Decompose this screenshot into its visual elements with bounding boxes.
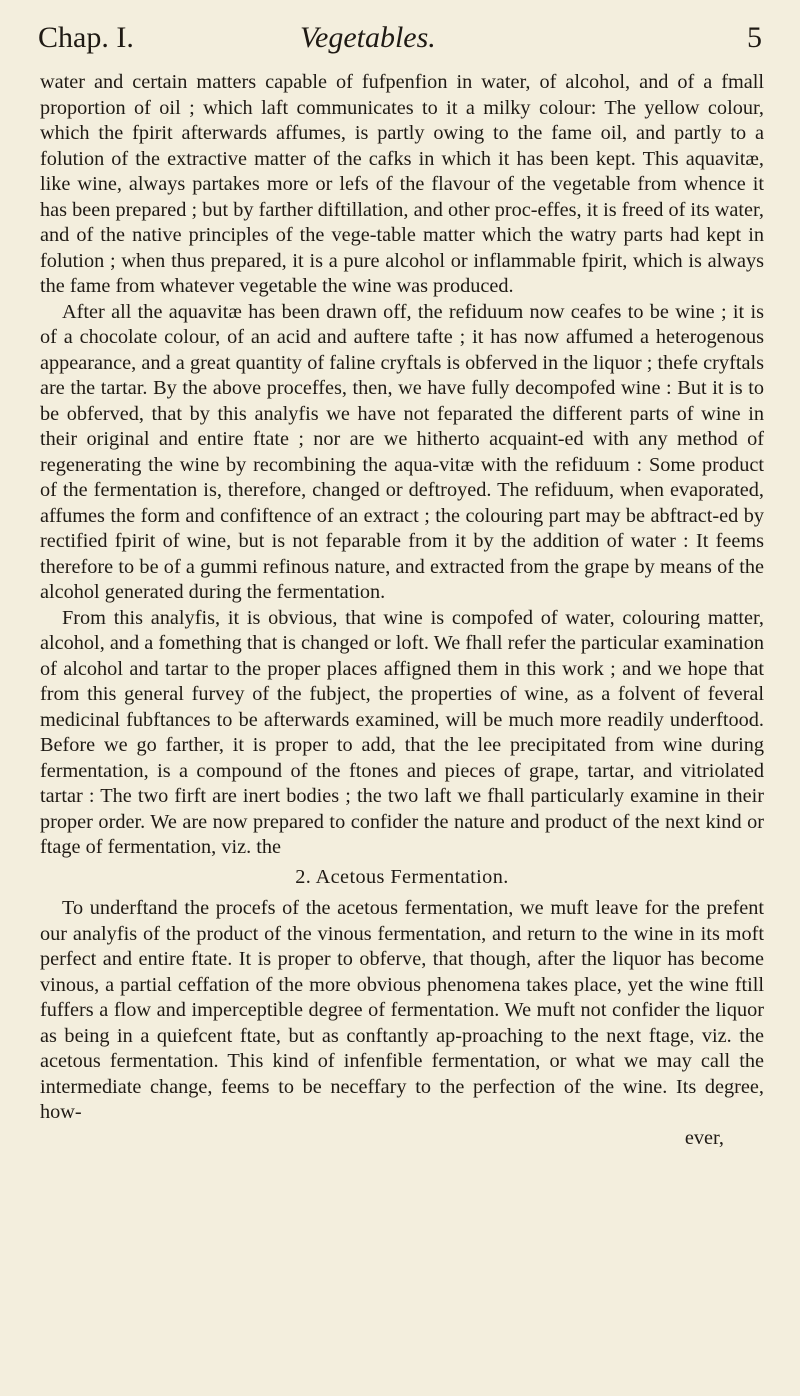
page-header bbox=[38, 18, 762, 58]
page-body bbox=[40, 70, 764, 1151]
paragraph-3: From this analyfis, it is obvious, that wine is compofed of water, colouring matter, alcohol, and a fomething that is changed or loft. We fhall refer the particular examination of alcohol and tartar to the proper places affigned them in this work ; and we hope that from this general furvey of the fubject, the properties of wine, as a folvent of feveral medicinal fubftances to be afterwards examined, will be much more readily underftood. Before we go farther, it is proper to add, that the lee precipitated from wine during fermentation, is a compound of the ftones and pieces of grape, tartar, and vitriolated tartar : The two firft are inert bodies ; the two laft we fhall particularly examine in their proper order. We are now prepared to confider the nature and product of the next kind or ftage of fermentation, viz. the bbox=[40, 606, 764, 858]
paragraph-2: After all the aquavitæ has been drawn off, the refiduum now ceafes to be wine ; it is of a chocolate colour, of an acid and auftere tafte ; it has now affumed a heterogenous appearance, and a great quantity of faline cryftals is obferved in the liquor ; thefe cryftals are the tartar. By the above proceffes, then, we have fully decompofed wine : But it is to be obferved, that by this analyfis we have not feparated the different parts of wine in their original and entire ftate ; nor are we hitherto acquaint-ed with any method of regenerating the wine by recombining the aqua-vitæ with the refiduum : Some product of the fermentation is, therefore, changed or deftroyed. The refiduum, when evaporated, affumes the form and confiftence of an extract ; the colouring part may be abftract-ed by rectified fpirit of wine, but is not feparable from it by the addition of water : It feems therefore to be of a gummi refinous nature, and extracted from the grape by means of the alcohol generated during the fermentation. bbox=[40, 300, 764, 603]
paragraph-4: To underftand the procefs of the acetous fermentation, we muft leave for the prefent our analyfis of the product of the vinous fermentation, and return to the wine in its moft perfect and entire ftate. It is proper to obferve, that though, after the liquor has become vinous, a partial ceffation of the more obvious phenomena takes place, yet the wine ftill fuffers a flow and imperceptible degree of fermentation. We muft not confider the liquor as being in a quiefcent ftate, but as conftantly ap-proaching to the next ftage, viz. the acetous fermentation. This kind of infenfible fermentation, or what we may call the intermediate change, feems to be neceffary to the perfection of the wine. Its degree, how- bbox=[40, 897, 764, 1123]
paragraph-1: water and certain matters capable of fufpenfion in water, of alcohol, and of a fmall proportion of oil ; which laft communicates to it a milky colour: The yellow colour, which the fpirit afterwards affumes, is partly owing to the fame oil, and partly to a folution of the extractive matter of the cafks in which it has been kept. This aquavitæ, like wine, always partakes more or lefs of the flavour of the vegetable from whence it has been prepared ; but by farther diftillation, and other proc-effes, it is freed of its water, and of the native principles of the vege-table matter which the watry parts had kept in folution ; when thus prepared, it is a pure alcohol or inflammable fpirit, which is always the fame from whatever vegetable the wine was produced. bbox=[40, 71, 764, 297]
catchword: ever, bbox=[684, 1126, 724, 1149]
running-title: Vegetables. bbox=[300, 21, 436, 54]
page-number: 5 bbox=[747, 21, 762, 54]
section-heading: 2. Acetous Fermentation. bbox=[295, 865, 509, 888]
chapter-label: Chap. I. bbox=[38, 21, 134, 54]
